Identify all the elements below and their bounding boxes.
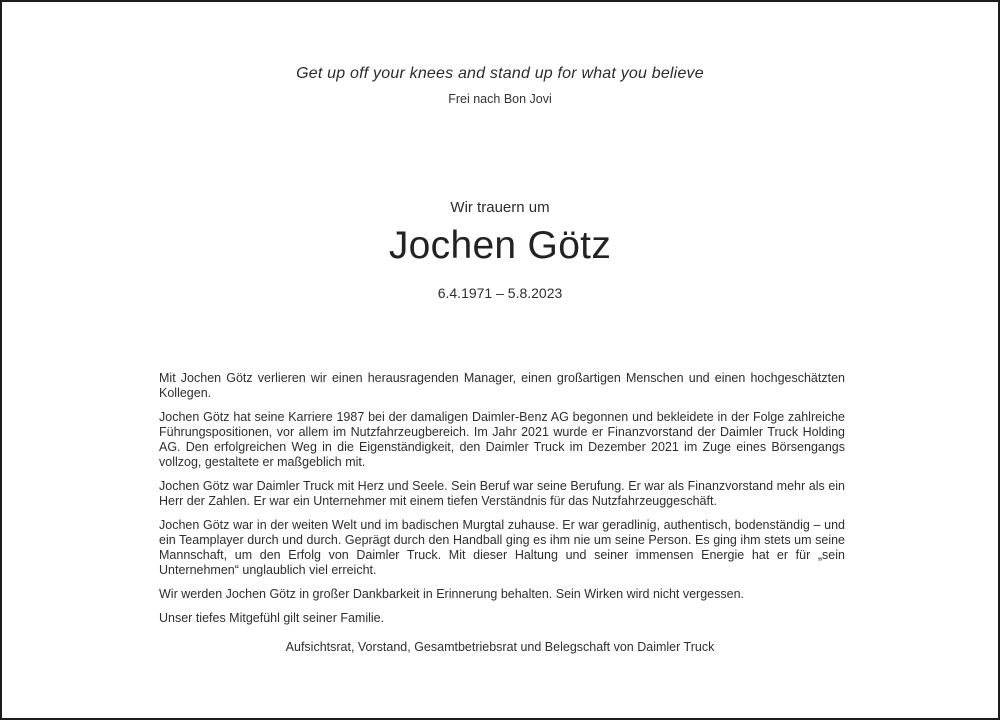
deceased-name-heading: Jochen Götz <box>388 224 612 267</box>
life-dates: 6.4.1971 – 5.8.2023 <box>437 285 563 301</box>
obituary-body <box>159 371 845 635</box>
quote-attribution: Frei nach Bon Jovi <box>448 92 552 106</box>
signature-line: Aufsichtsrat, Vorstand, Gesamtbetriebsrat und Belegschaft von Daimler Truck <box>285 640 715 654</box>
obituary-paragraph: Jochen Götz war in der weiten Welt und im badischen Murgtal zuhause. Er war geradlinig, authentisch, bodenständig – und ein Teamplayer durch und durch. Geprägt durch den Handball ging es ihm nie um seine Person. Es ging ihm stets um seine Mannschaft, um den Erfolg von Daimler Truck. Mit dieser Haltung und seiner immensen Energie hat er für „sein Unternehmen“ unglaublich viel erreicht. <box>159 518 845 577</box>
obituary-paragraph: Wir werden Jochen Götz in großer Dankbarkeit in Erinnerung behalten. Sein Wirken wird nicht vergessen. <box>159 587 744 601</box>
mourning-line: Wir trauern um <box>450 199 550 216</box>
obituary-paragraph: Jochen Götz hat seine Karriere 1987 bei der damaligen Daimler-Benz AG begonnen und bekleidete in der Folge zahlreiche Führungspositionen, vor allem im Nutzfahrzeugbereich. Im Jahr 2021 wurde er Finanzvorstand der Daimler Truck Holding AG. Den erfolgreichen Weg in die Eigenständigkeit, den Daimler Truck im Dezember 2021 im Zuge eines Börsengangs vollzog, gestaltete er maßgeblich mit. <box>159 410 845 469</box>
memorial-quote: Get up off your knees and stand up for what you believe <box>296 65 704 82</box>
obituary-paragraph: Jochen Götz war Daimler Truck mit Herz und Seele. Sein Beruf war seine Berufung. Er war als Finanzvorstand mehr als ein Herr der Zahlen. Er war ein Unternehmer mit einem tiefen Verständnis für das Nutzfahrzeuggeschäft. <box>159 479 845 508</box>
obituary-paragraph: Mit Jochen Götz verlieren wir einen herausragenden Manager, einen großartigen Menschen und einen hochgeschätzten Kollegen. <box>159 371 845 400</box>
obituary-paragraph: Unser tiefes Mitgefühl gilt seiner Familie. <box>159 611 385 625</box>
